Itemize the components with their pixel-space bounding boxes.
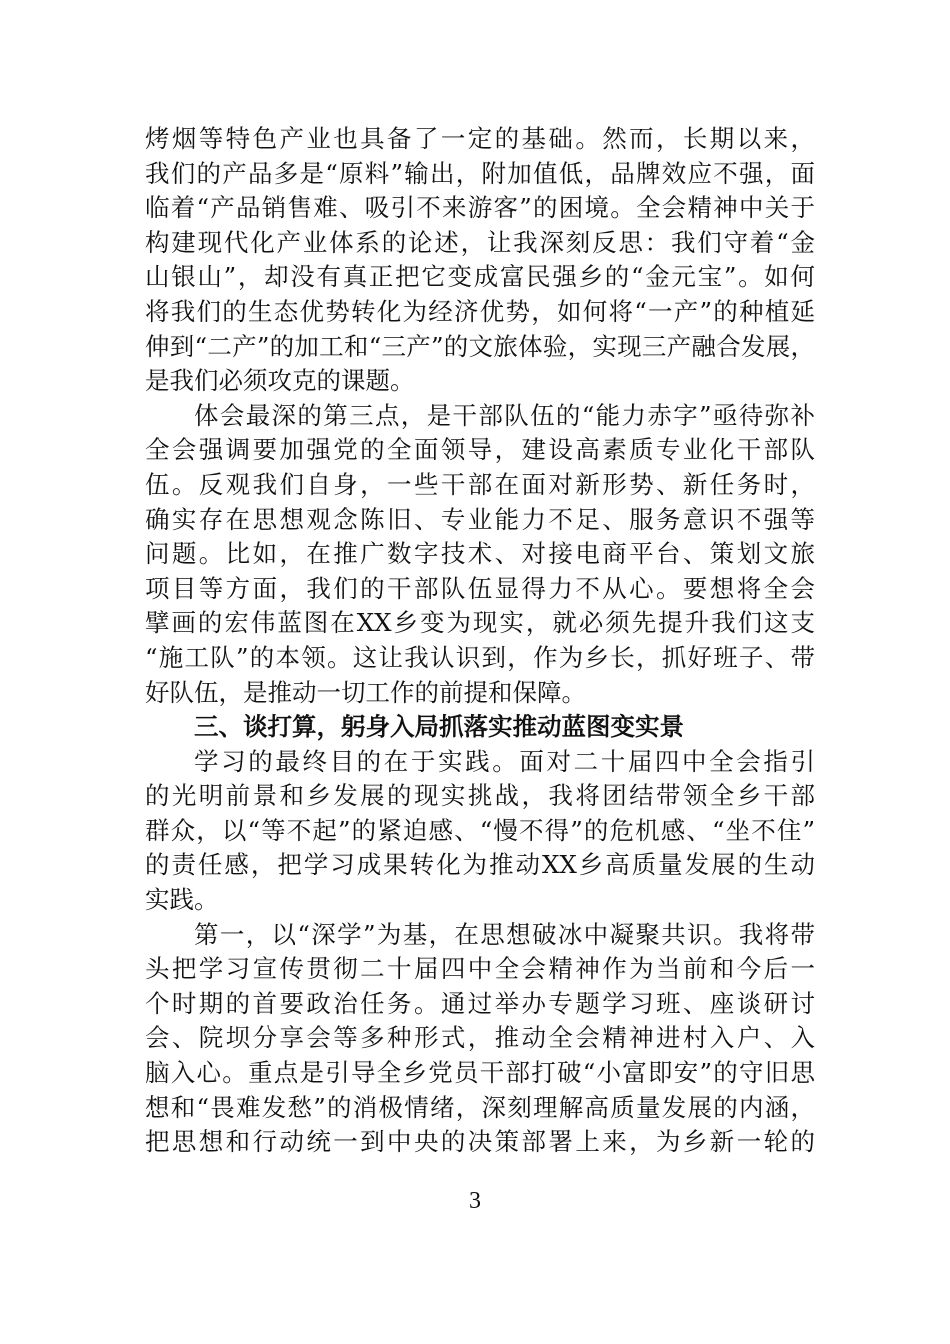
- text-line: 把思想和行动统一到中央的决策部署上来，为乡新一轮的: [145, 1127, 815, 1157]
- text-line: 的责任感，把学习成果转化为推动XX乡高质量发展的生动: [145, 850, 815, 880]
- text-line: 会、院坝分享会等多种形式，推动全会精神进村入户、入: [145, 1023, 815, 1053]
- text-line: “施工队”的本领。这让我认识到，作为乡长，抓好班子、带: [145, 642, 815, 672]
- text-line: 群众，以“等不起”的紧迫感、“慢不得”的危机感、“坐不住”: [145, 815, 815, 845]
- section-heading: 三、谈打算，躬身入局抓落实推动蓝图变实景: [194, 712, 684, 742]
- text-line: 构建现代化产业体系的论述，让我深刻反思：我们守着“金: [145, 227, 815, 257]
- text-line: 想和“畏难发愁”的消极情绪，深刻理解高质量发展的内涵，: [145, 1092, 815, 1122]
- text-line: 我们的产品多是“原料”输出，附加值低，品牌效应不强，面: [145, 158, 815, 188]
- text-line: 第一，以“深学”为基，在思想破冰中凝聚共识。我将带: [194, 919, 815, 949]
- text-line: 将我们的生态优势转化为经济优势，如何将“一产”的种植延: [145, 296, 815, 326]
- text-line: 实践。: [145, 885, 219, 915]
- text-line: 烤烟等特色产业也具备了一定的基础。然而，长期以来，: [145, 124, 815, 153]
- text-line: 伸到“二产”的加工和“三产”的文旅体验，实现三产融合发展，: [145, 331, 815, 361]
- text-line: 项目等方面，我们的干部队伍显得力不从心。要想将全会: [145, 573, 815, 603]
- text-line: 好队伍，是推动一切工作的前提和保障。: [145, 677, 586, 707]
- text-line: 全会强调要加强党的全面领导，建设高素质专业化干部队: [145, 435, 815, 465]
- page-number: 3: [469, 1188, 481, 1214]
- text-line: 临着“产品销售难、吸引不来游客”的困境。全会精神中关于: [145, 193, 815, 223]
- text-line: 学习的最终目的在于实践。面对二十届四中全会指引: [194, 746, 815, 776]
- text-line: 是我们必须攻克的课题。: [145, 366, 415, 396]
- text-line: 山银山”，却没有真正把它变成富民强乡的“金元宝”。如何: [145, 262, 815, 292]
- body-text: [145, 122, 815, 1160]
- text-line: 擘画的宏伟蓝图在XX乡变为现实，就必须先提升我们这支: [145, 608, 815, 638]
- text-line: 伍。反观我们自身，一些干部在面对新形势、新任务时，: [145, 469, 815, 499]
- text-line: 确实存在思想观念陈旧、专业能力不足、服务意识不强等: [145, 504, 815, 534]
- text-line: 头把学习宣传贯彻二十届四中全会精神作为当前和今后一: [145, 954, 815, 984]
- text-line: 问题。比如，在推广数字技术、对接电商平台、策划文旅: [145, 539, 815, 569]
- text-line: 的光明前景和乡发展的现实挑战，我将团结带领全乡干部: [145, 781, 815, 811]
- text-line: 体会最深的第三点，是干部队伍的“能力赤字”亟待弥补: [194, 400, 815, 430]
- text-line: 个时期的首要政治任务。通过举办专题学习班、座谈研讨: [145, 988, 815, 1018]
- text-line: 脑入心。重点是引导全乡党员干部打破“小富即安”的守旧思: [145, 1058, 815, 1088]
